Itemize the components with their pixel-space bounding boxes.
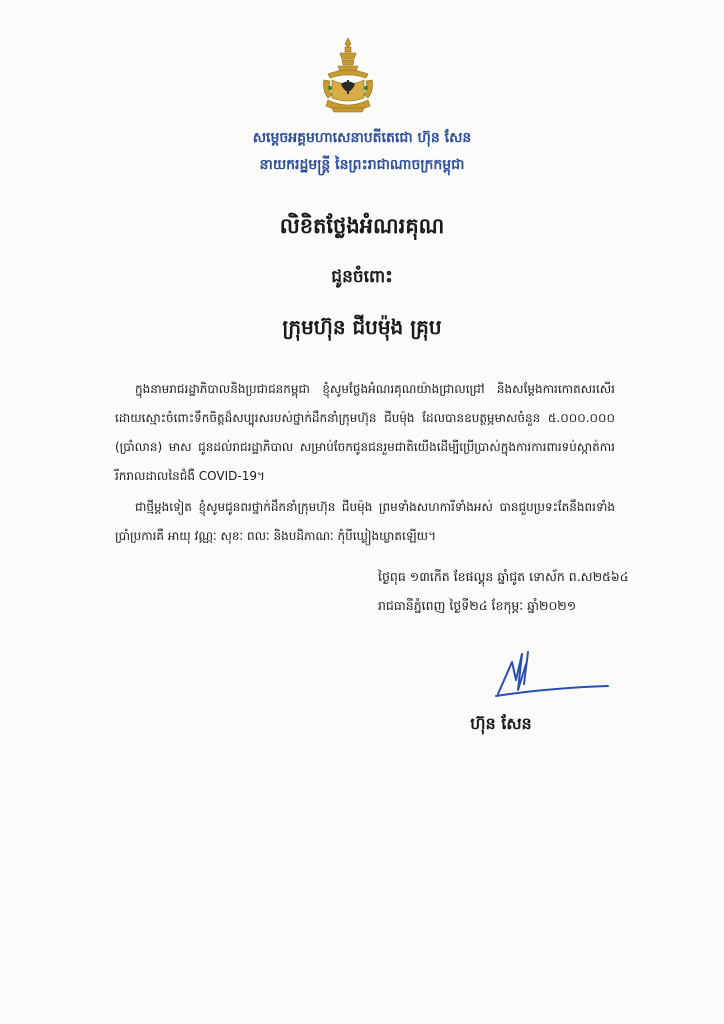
- lunar-date-line: ថ្ងៃពុធ ១៣កើត ខែផល្គុន ឆ្នាំជូត ទោស័ក ព.ស២៥៦៤: [378, 569, 629, 584]
- body-paragraph-1: ក្នុងនាមរាជរដ្ឋាភិបាលនិងប្រជាជនកម្ពុជា ខ្ញុំសូមថ្លែងអំណរគុណយ៉ាងជ្រាលជ្រៅ និងសម្ដែងការកោតសរសើរដោយស្មោះចំពោះទឹកចិត្តដ៏សប្បុរសរបស់ថ្នាក់ដឹកនាំក្រុមហ៊ុន ជីបម៉ុង ដែលបានឧបត្ថម្ភមាសចំនួន ៥.០០០.០០០ (ប្រាំលាន) មាស ជូនដល់រាជរដ្ឋាភិបាល សម្រាប់ចែកជូនជនរួមជាតិយើងដើម្បីប្រើប្រាស់ក្នុងការការពារទប់ស្កាត់ការរីករាលដាលនៃជំងឺ COVID-19។: [115, 382, 615, 483]
- place-date-line: រាជធានីភ្នំពេញ ថ្ងៃទី២៤ ខែកុម្ភៈ ឆ្នាំ២០២១: [378, 598, 577, 613]
- body-paragraph-2: ជាថ្មីម្ដងទៀត ខ្ញុំសូមជូនពរថ្នាក់ដឹកនាំក្រុមហ៊ុន ជីបម៉ុង ព្រមទាំងសហការីទាំងអស់ បានជួបប្រទះតែនឹងពរទាំងប្រាំប្រការគឺ អាយុ វណ្ណៈ សុខៈ ពលៈ និងបដិភាណៈ កុំបីឃ្លៀងឃ្លាតឡើយ។: [115, 500, 615, 543]
- sender-title: នាយករដ្ឋមន្ត្រី នៃព្រះរាជាណាចក្រកម្ពុជា: [259, 157, 465, 173]
- letter-title: លិខិតថ្លែងអំណរគុណ: [279, 214, 445, 238]
- sender-name: សម្ដេចអគ្គមហាសេនាបតីតេជោ ហ៊ុន សែន: [252, 130, 472, 146]
- recipient-name: ក្រុមហ៊ុន ជីបម៉ុង គ្រុប: [282, 315, 442, 339]
- addressee-label: ជូនចំពោះ: [331, 267, 393, 287]
- signer-name: ហ៊ុន សែន: [470, 714, 532, 733]
- royal-coat-of-arms-emblem: [318, 36, 378, 118]
- handwritten-signature: [488, 640, 616, 706]
